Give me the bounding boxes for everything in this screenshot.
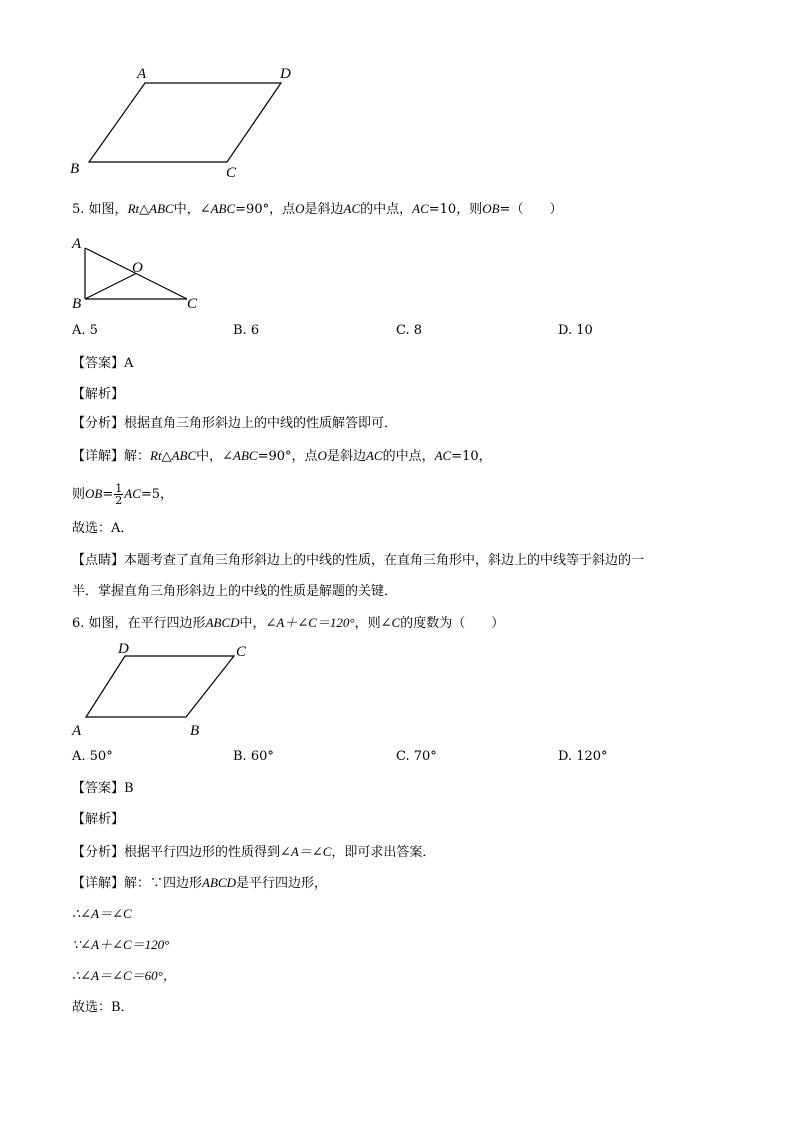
median-OB: [85, 274, 136, 300]
q6-option-b: B. 60°: [233, 749, 274, 764]
q6-step1: ∴∠A＝∠C: [72, 906, 132, 921]
q6-option-c: C. 70°: [396, 749, 437, 764]
q5-ac2: AC: [412, 201, 429, 216]
q5-mid5: =10，则: [428, 202, 483, 217]
half-fraction: [114, 483, 123, 506]
q5-ob: OB: [482, 201, 500, 216]
q6-choose: 故选：B．: [72, 1000, 134, 1015]
q5-xj-mid3: 是斜边: [326, 449, 366, 464]
q6-fenxi-end: ，即可求出答案．: [331, 845, 436, 860]
q6-stem: [72, 613, 504, 634]
q6-xj-end: 是平行四边形，: [235, 876, 327, 891]
vertex-label-C: C: [187, 296, 198, 312]
q6-end: 的度数为（ ）: [400, 616, 505, 631]
vertex-label-A: A: [72, 236, 82, 252]
q5-ac: AC: [343, 201, 361, 216]
q6-xj-abcd: ABCD: [202, 875, 236, 890]
q5-xj-prefix: 【详解】解：: [72, 449, 151, 464]
vertex-label-D: D: [118, 641, 129, 657]
q6-step2: ∵∠A＋∠C＝120°: [72, 937, 170, 952]
q5-xiangjie: [72, 446, 492, 467]
q5-xj-ac: AC: [365, 448, 383, 463]
vertex-label-B: B: [190, 723, 200, 739]
parallelogram-shape: [89, 83, 281, 162]
q5-xj-mid1: 中，∠: [196, 449, 234, 464]
vertex-label-A: A: [72, 723, 82, 739]
vertex-label-D: D: [280, 66, 291, 82]
frac-denominator: 2: [115, 494, 123, 507]
q6-stem-prefix: 如图，在平行四边形: [88, 616, 206, 631]
q5-mid3: 是斜边: [304, 202, 344, 217]
q5-xj-ac2: AC: [434, 448, 452, 463]
q6-mid2: ，则: [354, 616, 381, 631]
q6-option-d: D. 120°: [558, 749, 608, 764]
q5-rt: Rt: [127, 201, 140, 216]
q6-xj-prefix: 【详解】解：∵四边形: [72, 876, 203, 891]
q5-xj-rt: Rt: [150, 448, 162, 463]
q5-fenxi: 【分析】根据直角三角形斜边上的中线的性质解答即可．: [72, 416, 398, 431]
q5-o: O: [295, 201, 305, 216]
q5-xj-abc: ABC: [233, 448, 258, 463]
q5-option-b: B. 6: [233, 323, 260, 338]
q6-angc: ∠C: [380, 615, 401, 630]
q6-answer: 【答案】B: [72, 781, 134, 796]
q6-step3: ∴∠A＝∠C＝60°，: [72, 968, 176, 983]
q5-option-c: C. 8: [396, 323, 423, 338]
q5-xj-o: O: [317, 448, 327, 463]
q5-mid1: 中，∠: [173, 202, 211, 217]
q5-xj-mid5: =10，: [451, 449, 492, 464]
q6-xiangjie: [72, 873, 327, 894]
q5-xj-mid4: 的中点，: [382, 449, 435, 464]
q6-abcd: ABCD: [205, 615, 240, 630]
q6-expr: ∠A＋∠C＝120°: [265, 615, 355, 630]
q5-then-end: =5，: [140, 487, 174, 502]
q6-parallelogram-figure: [66, 636, 266, 744]
top-parallelogram-figure: [60, 60, 320, 185]
q5-stem: [72, 199, 562, 220]
q5-triangle-figure: [66, 232, 216, 314]
vertex-label-B: B: [72, 296, 82, 312]
q5-then-eq: =: [102, 487, 114, 502]
q5-end: =（ ）: [499, 202, 563, 217]
q5-xj-tri: △ABC: [161, 448, 197, 463]
q5-mid2: =90°，点: [235, 202, 296, 217]
vertex-label-A: A: [137, 66, 147, 82]
q5-number: 5.: [72, 202, 85, 217]
q5-xj-mid2: =90°，点: [257, 449, 318, 464]
q5-answer: 【答案】A: [72, 356, 134, 371]
q6-fenxi-expr: ∠A＝∠C: [280, 844, 332, 859]
vertex-label-B: B: [70, 161, 80, 177]
q6-option-a: A. 50°: [72, 749, 113, 764]
vertex-label-C: C: [236, 644, 247, 660]
q6-fenxi-prefix: 【分析】根据平行四边形的性质得到: [72, 845, 281, 860]
q5-then-ob: OB: [85, 486, 103, 501]
q5-dianjing-line2: 半．掌握直角三角形斜边上的中线的性质是解题的关键．: [72, 584, 398, 599]
q5-option-d: D. 10: [558, 323, 593, 338]
q5-dianjing-line1: 【点睛】本题考查了直角三角形斜边上的中线的性质，在直角三角形中，斜边上的中线等于斜边的一: [72, 553, 645, 568]
q6-mid1: 中，: [239, 616, 266, 631]
frac-numerator: 1: [115, 482, 123, 495]
q5-choose: 故选：A．: [72, 521, 134, 536]
q5-abc: ABC: [210, 201, 236, 216]
q5-tri: △ABC: [139, 201, 174, 216]
vertex-label-O: O: [132, 260, 143, 276]
q5-then: [72, 481, 173, 508]
q5-then-prefix: 则: [72, 487, 86, 502]
q6-number: 6.: [72, 616, 85, 631]
q5-mid4: 的中点，: [360, 202, 413, 217]
vertex-label-C: C: [226, 165, 237, 181]
q5-stem-prefix: 如图，: [88, 202, 128, 217]
q5-analysis-title: 【解析】: [72, 387, 125, 402]
q6-analysis-title: 【解析】: [72, 812, 125, 827]
q5-option-a: A. 5: [72, 323, 98, 338]
q6-fenxi: [72, 842, 435, 863]
q5-then-ac: AC: [124, 486, 141, 501]
parallelogram-shape: [86, 656, 234, 717]
